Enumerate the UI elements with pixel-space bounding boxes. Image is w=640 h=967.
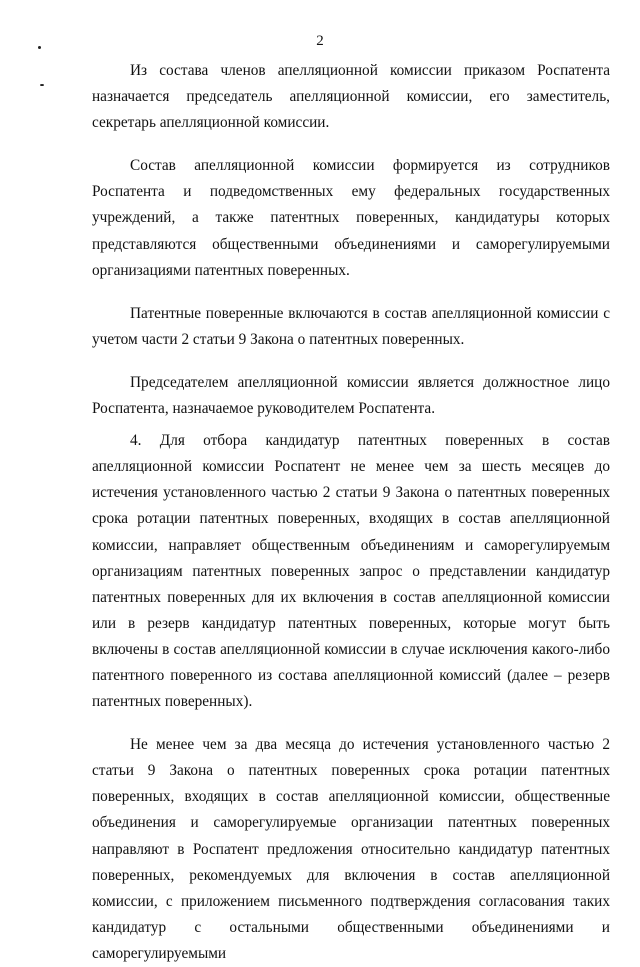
page-number: 2 [316, 33, 324, 49]
paragraph: Не менее чем за два месяца до истечения установленного частью 2 статьи 9 Закона о патентных поверенных срока ротации патентных поверенных, входящих в состав апелляционной комиссии, общественные объединения и саморегулируемые организации патентных поверенных направляют в Роспатент предложения относительно кандидатур патентных поверенных, рекомендуемых для включения в состав апелляционной комиссии, с приложением письменного подтверждения согласования таких кандидатур с остальными общественными объединениями и саморегулируемыми [92, 736, 610, 962]
paragraph: Патентные поверенные включаются в состав апелляционной комиссии с учетом части 2 статьи 9 Закона о патентных поверенных. [92, 304, 610, 348]
paragraph: Состав апелляционной комиссии формируется из сотрудников Роспатента и подведомственных ему федеральных государственных учреждений, а также патентных поверенных, кандидатуры которых представляются общественными объединениями и саморегулируемыми организациями патентных поверенных. [92, 157, 610, 279]
paragraph: Из состава членов апелляционной комиссии приказом Роспатента назначается председатель апелляционной комиссии, его заместитель, секретарь апелляционной комиссии. [92, 62, 610, 132]
paragraph-section-4: 4. Для отбора кандидатур патентных поверенных в состав апелляционной комиссии Роспатент не менее чем за шесть месяцев до истечения установленного частью 2 статьи 9 Закона о патентных поверенных срока ротации патентных поверенных, входящих в состав апелляционной комиссии, направляет общественным объединениям и саморегулируемым организациям патентных поверенных запрос о представлении кандидатур патентных поверенных для их включения в состав апелляционной комиссии или в резерв кандидатур патентных поверенных, которые могут быть включены в состав апелляционной комиссии в случае исключения какого-либо патентного поверенного из состава апелляционной комиссий (далее – резерв патентных поверенных). [92, 432, 610, 711]
document-body [92, 58, 610, 967]
scan-speck [40, 84, 44, 86]
paragraph: Председателем апелляционной комиссии является должностное лицо Роспатента, назначаемое руководителем Роспатента. [92, 373, 610, 418]
